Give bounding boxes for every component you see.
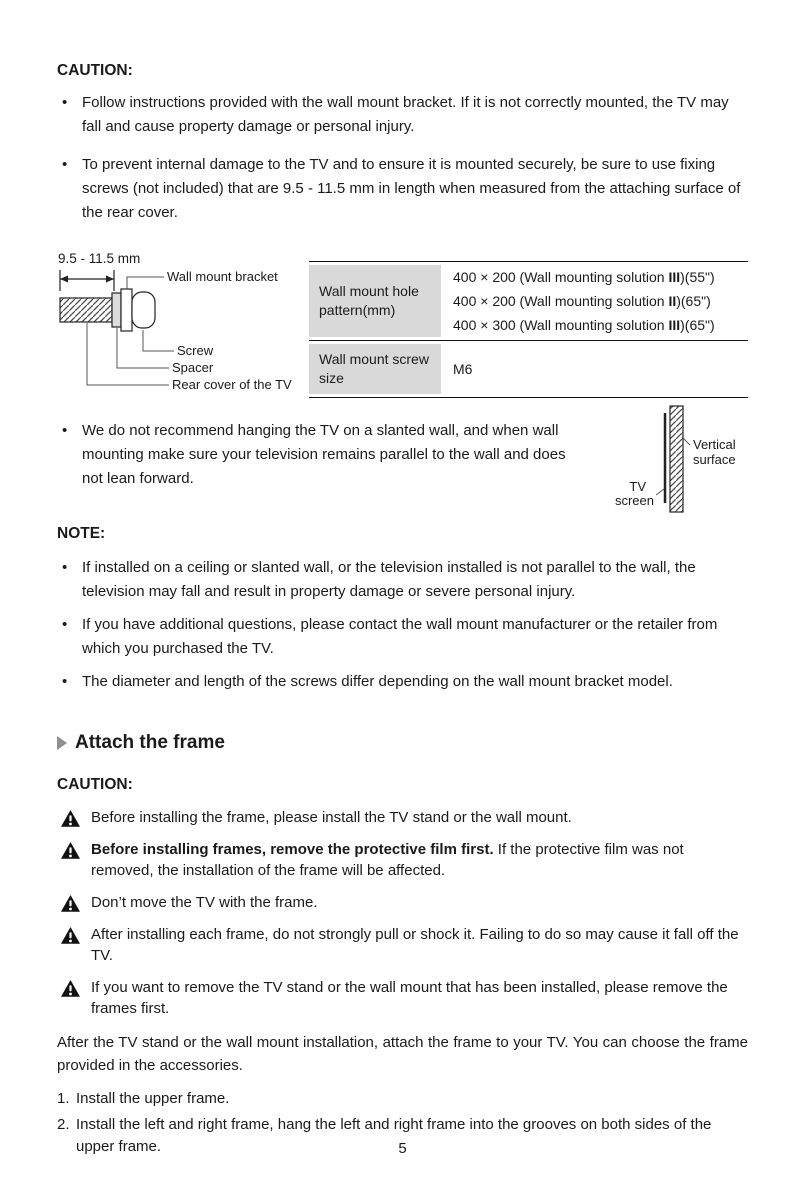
dimension-lines [60,270,114,291]
warning-icon [60,979,81,998]
warning-body: Before installing the frame, please install the TV stand or the wall mount. [91,809,572,826]
note-bullet-2 [57,613,748,661]
warning-body: If the protective film was not removed, the installation of the frame will be affected. [91,841,684,879]
step-1 [57,1088,748,1110]
bullet-marker [62,419,82,519]
slant-bullet [57,419,569,519]
spec-post: )(65") [676,293,711,309]
note-bullet-2-text: If you have additional questions, please contact the wall mount manufacturer or the retailer from which you purchased the TV. [82,616,718,657]
label-screw: Screw [177,343,214,358]
note-bullet-3 [57,670,748,694]
note-bullet-3-text: The diameter and length of the screws differ depending on the wall mount bracket model. [82,673,673,690]
warning-item-5 [57,977,748,1019]
page-number: 5 [398,1140,407,1157]
bullet-marker [62,153,82,225]
bullet-marker [62,670,82,694]
warning-item-1 [57,807,748,828]
screw-figure [57,251,309,407]
label-tv-1: TV [629,479,646,494]
attach-frame-paragraph: After the TV stand or the wall mount installation, attach the frame to your TV. You can choose the frame provided in the accessories. [57,1034,748,1074]
table-row-hole-pattern [309,262,748,341]
slant-wall-row [57,419,748,519]
hole-pattern-line-2 [453,289,748,313]
note-bullet-1-text: If installed on a ceiling or slanted wall, or the television installed is not parallel to the wall, the television may fall and result in property damage or severe personal injury. [82,559,696,600]
step-number: 1. [57,1090,70,1107]
mount-spec-table [309,261,748,398]
warning-icon [60,809,81,828]
spec-bold: III [668,317,681,333]
screw-diagram [57,251,309,403]
bullet-marker [62,556,82,604]
arrowhead-left [60,276,68,283]
screw-size-header-cell: Wall mount screw size [309,344,441,394]
wall-surface-shape [670,406,683,512]
warning-item-4 [57,924,748,966]
step-text: Install the upper frame. [76,1090,230,1107]
bullet-marker [62,613,82,661]
warning-text [91,924,748,966]
spec-post: )(65") [680,317,715,333]
label-rear-cover: Rear cover of the TV [172,377,292,392]
bracket-shape [121,289,132,331]
screw-head-shape [132,292,155,328]
spec-pre: 400 × 200 (Wall mounting solution [453,269,669,285]
label-wall-mount-bracket: Wall mount bracket [167,269,278,284]
table-row-screw-size [309,341,748,397]
label-vertical-surface-2: surface [693,452,736,467]
step-number: 2. [57,1116,70,1133]
leader-tv-screen [656,489,664,495]
caution-heading-top: CAUTION: [57,62,133,79]
screw-size-value-cell [441,344,748,394]
warning-bold: Before installing frames, remove the protective film first. [91,841,494,858]
wall-diagram [598,403,748,515]
warning-body: After installing each frame, do not strongly pull or shock it. Failing to do so may cause it fall off the TV. [91,926,739,964]
hole-pattern-line-1 [453,265,748,289]
figure-and-table-row [57,251,748,407]
spec-post: )(55") [680,269,715,285]
section-marker-icon [57,736,67,750]
screw-threads-shape [60,298,112,322]
warning-body: If you want to remove the TV stand or the wall mount that has been installed, please remove the frames first. [91,979,728,1017]
warning-text [91,892,748,913]
attach-frame-heading [57,732,748,754]
arrowhead-right [106,276,114,283]
note-heading: NOTE: [57,525,106,542]
warning-icon [60,841,81,860]
slant-bullet-text: We do not recommend hanging the TV on a slanted wall, and when wall mounting make sure your television remains parallel to the wall and does not lean forward. [82,422,566,487]
dimension-label: 9.5 - 11.5 mm [58,251,141,266]
warning-item-3 [57,892,748,913]
warning-icon [60,894,81,913]
caution-bullet-2-text: To prevent internal damage to the TV and to ensure it is mounted securely, be sure to use fixing screws (not included) that are 9.5 - 11.5 mm in length when measured from the attaching surface of the rear cover. [82,156,741,221]
bullet-marker [62,91,82,139]
spec-pre: 400 × 200 (Wall mounting solution [453,293,669,309]
warning-item-2 [57,839,748,881]
warning-text [91,807,748,828]
warning-icon [60,926,81,945]
screw-size-value: M6 [453,361,473,377]
caution-bullet-2 [57,153,748,225]
spec-pre: 400 × 300 (Wall mounting solution [453,317,669,333]
caution-bullet-1 [57,91,748,139]
caution-heading-frame: CAUTION: [57,776,133,793]
label-vertical-surface-1: Vertical [693,437,736,452]
hole-pattern-line-3 [453,313,748,337]
caution-bullet-1-text: Follow instructions provided with the wall mount bracket. If it is not correctly mounted, the TV may fall and cause property damage or personal injury. [82,94,729,135]
note-bullet-1 [57,556,748,604]
spec-bold: III [668,269,681,285]
warning-body: Don’t move the TV with the frame. [91,894,318,911]
spec-bold: II [668,293,677,309]
hole-pattern-header-cell: Wall mount hole pattern(mm) [309,265,441,337]
label-spacer: Spacer [172,360,214,375]
spacer-shape [112,293,121,327]
warning-text [91,839,748,881]
warning-text [91,977,748,1019]
section-title: Attach the frame [75,732,225,753]
wall-figure [598,403,748,519]
step-text: Install the left and right frame, hang the left and right frame into the grooves on both sides of the upper frame. [76,1116,712,1155]
label-tv-2: screen [614,493,654,508]
hole-pattern-values-cell [441,265,748,337]
